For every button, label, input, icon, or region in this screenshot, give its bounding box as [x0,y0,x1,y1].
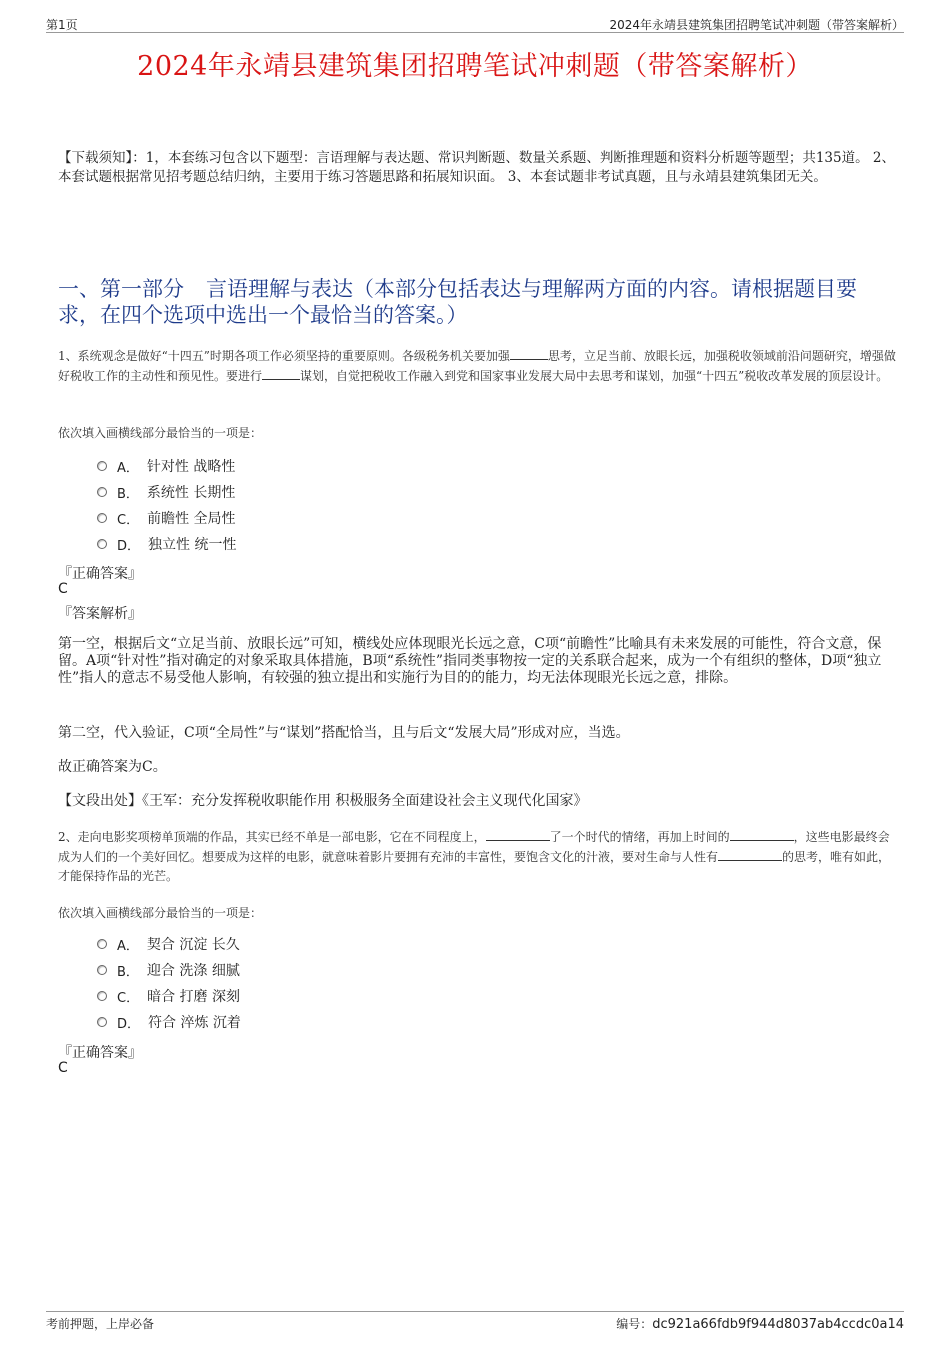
section-description: 言语理解与表达（本部分包括表达与理解两方面的内容。请根据题目要求，在四个选项中选出一个最恰当的答案。） [58,277,857,327]
page-footer [46,1311,904,1332]
answer-blank [262,366,300,380]
radio-icon[interactable] [97,513,107,523]
analysis-paragraph: 第一空，根据后文“立足当前、放眼长远”可知，横线处应体现眼光长远之意，C项“前瞻性”比喻具有未来发展的可能性，符合文意，保留。A项“针对性”指对确定的对象采取具体措施，B项“系统性”指同类事物按一定的关系联合起来，成为一个有组织的整体，D项“独立性”指人的意志不易受他人影响，有较强的独立提出和实施行为目的的能力，均无法体现眼光长远之意，排除。 [58,636,882,686]
radio-icon[interactable] [97,991,107,1001]
question-1-instruction: 依次填入画横线部分最恰当的一项是： [58,426,263,440]
radio-icon[interactable] [97,965,107,975]
page-number: 第1页 [46,18,78,32]
correct-answer-value: C [58,581,68,597]
option-a[interactable]: A． 针对性 战略性 [97,453,236,479]
answer-blank [730,827,794,841]
question-2-options [97,931,241,1035]
analysis-label: 『答案解析』 [58,606,142,622]
radio-icon[interactable] [97,461,107,471]
question-2-instruction: 依次填入画横线部分最恰当的一项是： [58,906,263,920]
question-2-text: 2、走向电影奖项榜单顶端的作品，其实已经不单是一部电影，它在不同程度上， 了一个时代的情绪，再加上时间的 ，这些电影最终会成为人们的一个美好回忆。想要成为这样的电影，就意味着影片要拥有充沛的丰富性，要饱含文化的汁液，要对生命与人性有 的思考，唯有如此，才能保持作品的光芒。 [58,827,898,886]
answer-blank [510,346,548,360]
option-b[interactable]: B． 系统性 长期性 [97,479,236,505]
document-title: 2024年永靖县建筑集团招聘笔试冲刺题（带答案解析） [137,51,813,82]
section-heading [58,276,898,328]
section-number: 一、第一部分 [58,277,184,301]
analysis-paragraph: 第二空，代入验证，C项“全局性”与“谋划”搭配恰当，且与后文“发展大局”形成对应，当选。 [58,725,630,741]
header-doc-title: 2024年永靖县建筑集团招聘笔试冲刺题（带答案解析） [609,18,904,32]
option-d[interactable]: D． 独立性 统一性 [97,531,236,557]
answer-blank [486,827,550,841]
question-1-options [97,453,236,557]
correct-answer-label: 『正确答案』 [58,566,142,582]
option-c[interactable]: C． 前瞻性 全局性 [97,505,236,531]
analysis-conclusion: 故正确答案为C。 [58,759,167,775]
footer-slogan: 考前押题，上岸必备 [46,1317,155,1331]
radio-icon[interactable] [97,539,107,549]
correct-answer-label: 『正确答案』 [58,1045,142,1061]
answer-blank [718,847,782,861]
option-d[interactable]: D． 符合 淬炼 沉着 [97,1009,241,1035]
question-1-text: 1、系统观念是做好“十四五”时期各项工作必须坚持的重要原则。各级税务机关要加强 思考，立足当前、放眼长远，加强税收领域前沿问题研究，增强做好税收工作的主动性和预见性。要进行 谋划，自觉把税收工作融入到党和国家事业发展大局中去思考和谋划，加强“十四五”税收改革发展的顶层设计。 [58,346,898,386]
radio-icon[interactable] [97,487,107,497]
option-b[interactable]: B． 迎合 洗涤 细腻 [97,957,241,983]
download-notice: 【下载须知】：1，本套练习包含以下题型：言语理解与表达题、常识判断题、数量关系题、判断推理题和资料分析题等题型；共135道。 2、本套试题根据常见招考题总结归纳，主要用于练习答题思路和拓展知识面。 3、本套试题非考试真题，且与永靖县建筑集团无关。 [58,150,895,185]
source-citation: 【文段出处】《王军：充分发挥税收职能作用 积极服务全面建设社会主义现代化国家》 [58,793,588,809]
document-code: 编号：dc921a66fdb9f944d8037ab4ccdc0a14 [616,1317,904,1332]
option-a[interactable]: A． 契合 沉淀 长久 [97,931,241,957]
page-header [46,14,904,33]
correct-answer-value: C [58,1060,68,1076]
radio-icon[interactable] [97,1017,107,1027]
radio-icon[interactable] [97,939,107,949]
option-c[interactable]: C． 暗合 打磨 深刻 [97,983,241,1009]
